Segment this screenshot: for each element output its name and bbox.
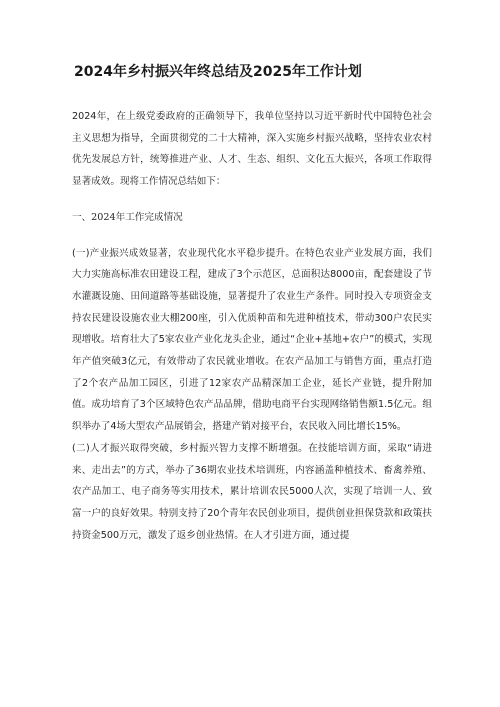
intro-paragraph: 2024年，在上级党委政府的正确领导下，我单位坚持以习近平新时代中国特色社会主义思想为指导，全面贯彻党的二十大精神，深入实施乡村振兴战略，坚持农业农村优先发展总方针，统筹推进产业、人才、生态、组织、文化五大振兴，各项工作取得显著成效。现将工作情况总结如下：: [72, 111, 432, 188]
section-heading: 一、2024年工作完成情况: [72, 211, 183, 223]
body-paragraph-talent: (二)人才振兴取得突破，乡村振兴智力支撑不断增强。在技能培训方面，采取“请进来、走出去”的方式，举办了36期农业技术培训班，内容涵盖种植技术、畜禽养殖、农产品加工、电子商务等实用技术，累计培训农民5000人次，实现了培训一人、致富一户的良好效果。特别支持了20个青年农民创业项目，提供创业担保贷款和政策扶持资金500万元，激发了返乡创业热情。在人才引进方面，通过提: [72, 442, 432, 541]
body-paragraph-industry: (一)产业振兴成效显著，农业现代化水平稳步提升。在特色农业产业发展方面，我们大力实施高标准农田建设工程，建成了3个示范区，总面积达8000亩，配套建设了节水灌溉设施、田间道路等基础设施，显著提升了农业生产条件。同时投入专项资金支持农民建设设施农业大棚200座，引入优质种苗和先进种植技术，带动300户农民实现增收。培育壮大了5家农业产业化龙头企业，通过“企业+基地+农户”的模式，实现年产值突破3亿元，有效带动了农民就业增收。在农产品加工与销售方面，重点打造了2个农产品加工园区，引进了12家农产品精深加工企业，延长产业链，提升附加值。成功培育了3个区域特色农产品品牌，借助电商平台实现网络销售额1.5亿元。组织举办了4场大型农产品展销会，搭建产销对接平台，农民收入同比增长15%。: [72, 247, 432, 433]
document-title: 2024年乡村振兴年终总结及2025年工作计划: [74, 64, 362, 80]
